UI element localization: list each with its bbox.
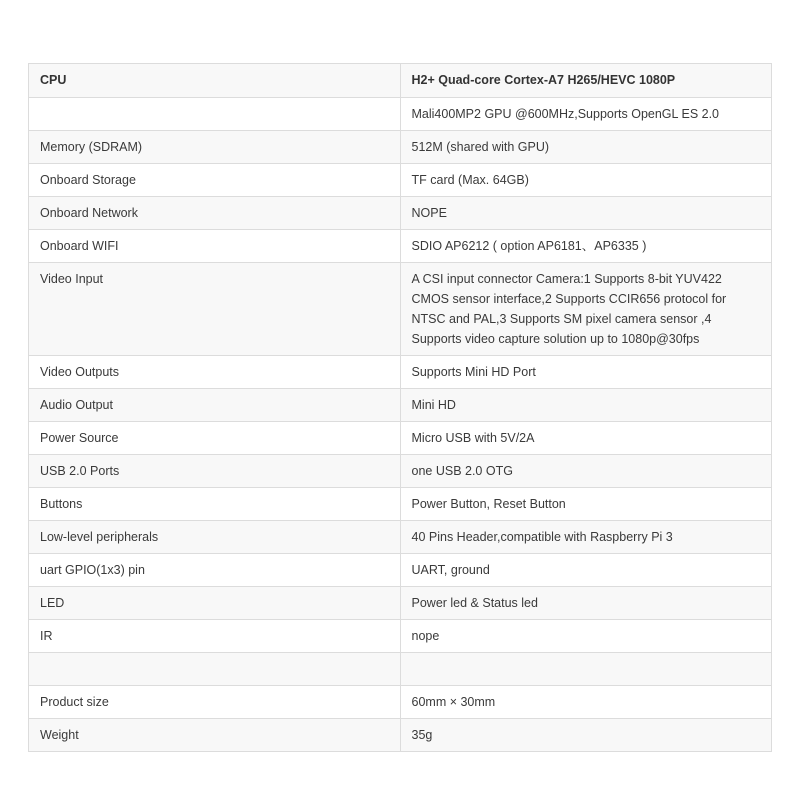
- spec-value-cell: Power Button, Reset Button: [400, 488, 772, 521]
- spec-label-cell: Memory (SDRAM): [29, 131, 401, 164]
- specifications-table: [28, 63, 772, 752]
- spec-label-cell: Power Source: [29, 422, 401, 455]
- table-row: [29, 488, 772, 521]
- table-row: [29, 98, 772, 131]
- spec-value-cell: 40 Pins Header,compatible with Raspberry Pi 3: [400, 521, 772, 554]
- table-row: [29, 620, 772, 653]
- spec-value-cell: nope: [400, 620, 772, 653]
- table-row: [29, 422, 772, 455]
- specifications-table-body: [29, 64, 772, 752]
- spec-value-cell: Mali400MP2 GPU @600MHz,Supports OpenGL ES 2.0: [400, 98, 772, 131]
- spec-value-cell: one USB 2.0 OTG: [400, 455, 772, 488]
- table-row: [29, 455, 772, 488]
- spec-label-cell: Onboard Network: [29, 197, 401, 230]
- spec-label-cell: [29, 98, 401, 131]
- spec-value-cell: UART, ground: [400, 554, 772, 587]
- table-row: [29, 389, 772, 422]
- spec-value-cell: TF card (Max. 64GB): [400, 164, 772, 197]
- spec-value-cell: [400, 653, 772, 686]
- spec-value-cell: A CSI input connector Camera:1 Supports 8-bit YUV422 CMOS sensor interface,2 Supports CCIR656 protocol for NTSC and PAL,3 Supports SM pixel camera sensor ,4 Supports video capture solution up to 1080p@30fps: [400, 263, 772, 356]
- spec-value-cell: NOPE: [400, 197, 772, 230]
- table-row: [29, 230, 772, 263]
- spec-label-cell: Onboard Storage: [29, 164, 401, 197]
- spec-label-cell: Audio Output: [29, 389, 401, 422]
- spec-label-cell: IR: [29, 620, 401, 653]
- spec-value-cell: SDIO AP6212 ( option AP6181、AP6335 ): [400, 230, 772, 263]
- spec-value-cell: 512M (shared with GPU): [400, 131, 772, 164]
- spec-label-cell: CPU: [29, 64, 401, 98]
- table-row: [29, 587, 772, 620]
- table-row: [29, 356, 772, 389]
- spec-label-cell: LED: [29, 587, 401, 620]
- spec-label-cell: Video Input: [29, 263, 401, 356]
- spec-label-cell: Buttons: [29, 488, 401, 521]
- spec-label-cell: [29, 653, 401, 686]
- spec-value-cell: H2+ Quad-core Cortex-A7 H265/HEVC 1080P: [400, 64, 772, 98]
- table-row: [29, 521, 772, 554]
- spec-value-cell: Micro USB with 5V/2A: [400, 422, 772, 455]
- table-row: [29, 653, 772, 686]
- spec-label-cell: Video Outputs: [29, 356, 401, 389]
- spec-value-cell: 60mm × 30mm: [400, 686, 772, 719]
- spec-value-cell: Power led & Status led: [400, 587, 772, 620]
- table-row: [29, 719, 772, 752]
- spec-value-cell: Supports Mini HD Port: [400, 356, 772, 389]
- spec-label-cell: Onboard WIFI: [29, 230, 401, 263]
- table-row: [29, 164, 772, 197]
- spec-value-cell: 35g: [400, 719, 772, 752]
- table-header-row: [29, 64, 772, 98]
- table-row: [29, 554, 772, 587]
- spec-label-cell: USB 2.0 Ports: [29, 455, 401, 488]
- table-row: [29, 263, 772, 356]
- spec-label-cell: Weight: [29, 719, 401, 752]
- table-row: [29, 131, 772, 164]
- spec-label-cell: uart GPIO(1x3) pin: [29, 554, 401, 587]
- spec-label-cell: Product size: [29, 686, 401, 719]
- spec-value-cell: Mini HD: [400, 389, 772, 422]
- table-row: [29, 197, 772, 230]
- spec-label-cell: Low-level peripherals: [29, 521, 401, 554]
- table-row: [29, 686, 772, 719]
